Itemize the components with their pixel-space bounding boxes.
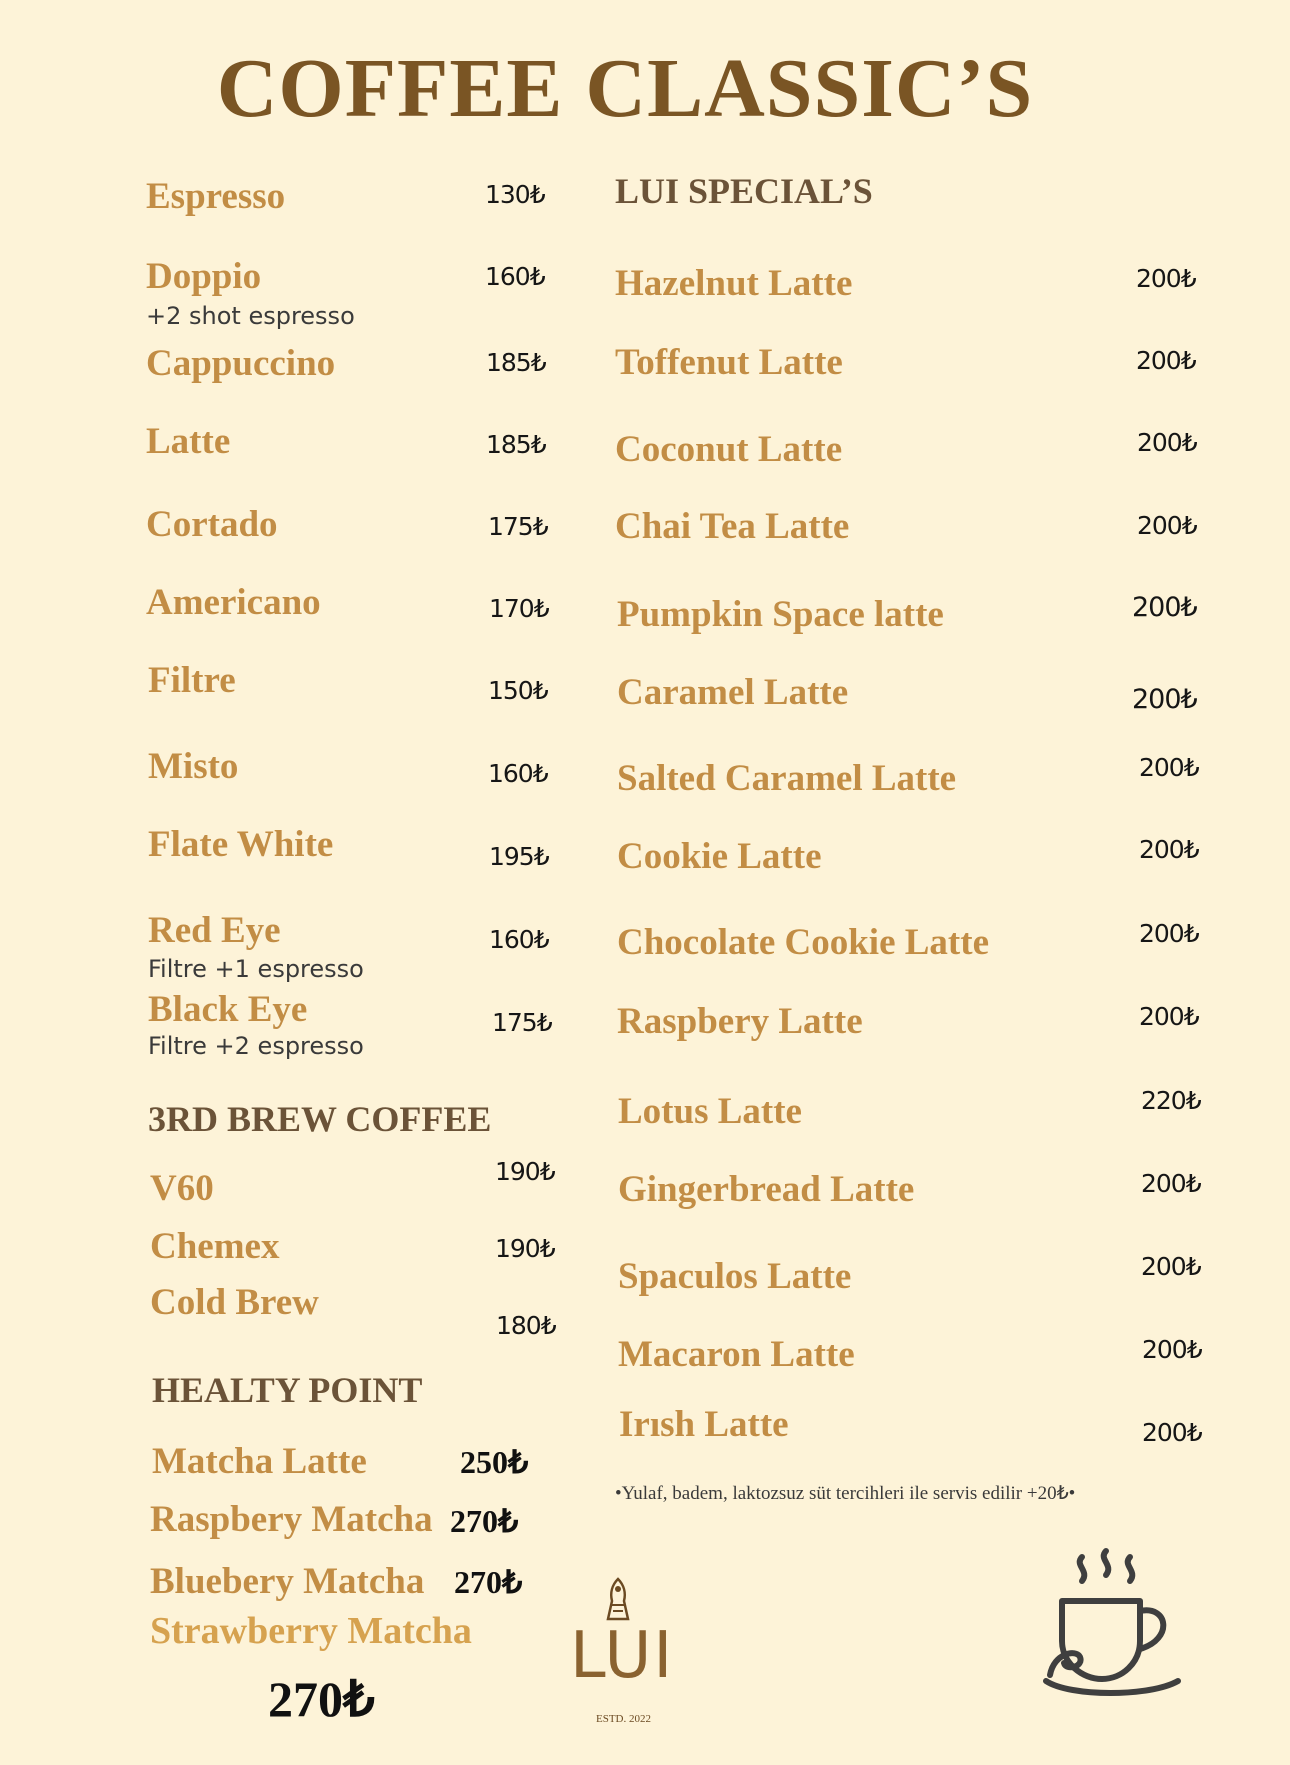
section-heading-brew: 3RD BREW COFFEE (148, 1099, 492, 1139)
logo-figure-icon (598, 1575, 638, 1625)
item-price: 200₺ (1142, 1418, 1202, 1447)
item-price: 130₺ (485, 180, 545, 209)
item-name: Lotus Latte (618, 1091, 802, 1132)
item-name: Pumpkin Space latte (617, 594, 944, 635)
item-price: 150₺ (488, 676, 548, 705)
item-price: 185₺ (486, 348, 546, 377)
item-price: 175₺ (492, 1008, 552, 1037)
item-price: 195₺ (489, 842, 549, 871)
coffee-cup-icon (1040, 1545, 1190, 1705)
item-name: Coconut Latte (615, 429, 843, 470)
item-price: 200₺ (1142, 1335, 1202, 1364)
item-price: 220₺ (1141, 1086, 1201, 1115)
item-price: 200₺ (1139, 835, 1199, 864)
item-price: 270₺ (450, 1503, 519, 1539)
item-price: 250₺ (460, 1444, 529, 1480)
item-name: Macaron Latte (618, 1334, 855, 1375)
item-note: +2 shot espresso (146, 302, 355, 330)
item-name: Bluebery Matcha (150, 1561, 425, 1602)
item-name: Matcha Latte (152, 1441, 367, 1482)
item-price: 270₺ (454, 1564, 523, 1600)
item-name: Cold Brew (150, 1282, 319, 1323)
logo-wordmark: LUI (570, 1619, 675, 1693)
item-name: Misto (148, 746, 239, 787)
item-name: Toffenut Latte (615, 342, 843, 383)
item-price: 200₺ (1139, 919, 1199, 948)
item-price: 175₺ (488, 512, 548, 541)
item-name: Irısh Latte (619, 1404, 789, 1445)
item-price: 200₺ (1139, 753, 1199, 782)
item-price: 270₺ (268, 1671, 375, 1727)
item-name: Chemex (150, 1226, 280, 1267)
item-note: Filtre +1 espresso (148, 955, 364, 983)
item-name: Red Eye (148, 910, 281, 951)
item-price: 190₺ (495, 1234, 555, 1263)
item-name: Filtre (148, 660, 236, 701)
item-name: Hazelnut Latte (615, 263, 853, 304)
item-price: 190₺ (495, 1157, 555, 1186)
item-price: 200₺ (1141, 1252, 1201, 1281)
item-name: Doppio (146, 256, 262, 297)
item-name: Raspbery Latte (617, 1001, 863, 1042)
item-price: 170₺ (489, 594, 549, 623)
item-name: V60 (150, 1168, 214, 1209)
item-price: 200₺ (1136, 346, 1196, 375)
section-heading-healthy: HEALTY POINT (152, 1370, 423, 1410)
section-heading-specials: LUI SPECIAL’S (615, 171, 873, 211)
item-name: Chocolate Cookie Latte (617, 922, 989, 963)
item-name: Latte (146, 421, 231, 462)
item-name: Chai Tea Latte (615, 506, 850, 547)
page-title: COFFEE CLASSIC’S (216, 42, 1034, 135)
item-name: Salted Caramel Latte (617, 758, 957, 799)
logo (560, 1575, 680, 1725)
item-price: 200₺ (1141, 1169, 1201, 1198)
item-price: 180₺ (496, 1311, 556, 1340)
item-price: 200₺ (1137, 511, 1197, 540)
item-price: 200₺ (1137, 428, 1197, 457)
item-name: Raspbery Matcha (150, 1499, 433, 1540)
item-price: 200₺ (1132, 684, 1197, 715)
item-name: Cappuccino (146, 343, 336, 384)
item-name: Cookie Latte (617, 836, 822, 877)
logo-estd: ESTD. 2022 (596, 1713, 651, 1725)
item-name: Americano (146, 582, 321, 623)
item-name: Strawberry Matcha (150, 1610, 472, 1652)
item-name: Espresso (146, 176, 286, 217)
item-price: 160₺ (488, 759, 548, 788)
milk-options-note: •Yulaf, badem, laktozsuz süt tercihleri ile servis edilir +20₺• (615, 1483, 1076, 1504)
item-note: Filtre +2 espresso (148, 1032, 364, 1060)
item-name: Black Eye (148, 989, 308, 1030)
item-price: 160₺ (489, 925, 549, 954)
item-name: Flate White (148, 824, 334, 865)
item-name: Gingerbread Latte (618, 1169, 915, 1210)
item-price: 200₺ (1132, 592, 1197, 623)
item-price: 200₺ (1139, 1002, 1199, 1031)
item-name: Caramel Latte (617, 672, 849, 713)
item-price: 200₺ (1136, 264, 1196, 293)
item-price: 160₺ (485, 262, 545, 291)
item-name: Spaculos Latte (618, 1256, 852, 1297)
item-name: Cortado (146, 504, 278, 545)
item-price: 185₺ (486, 430, 546, 459)
